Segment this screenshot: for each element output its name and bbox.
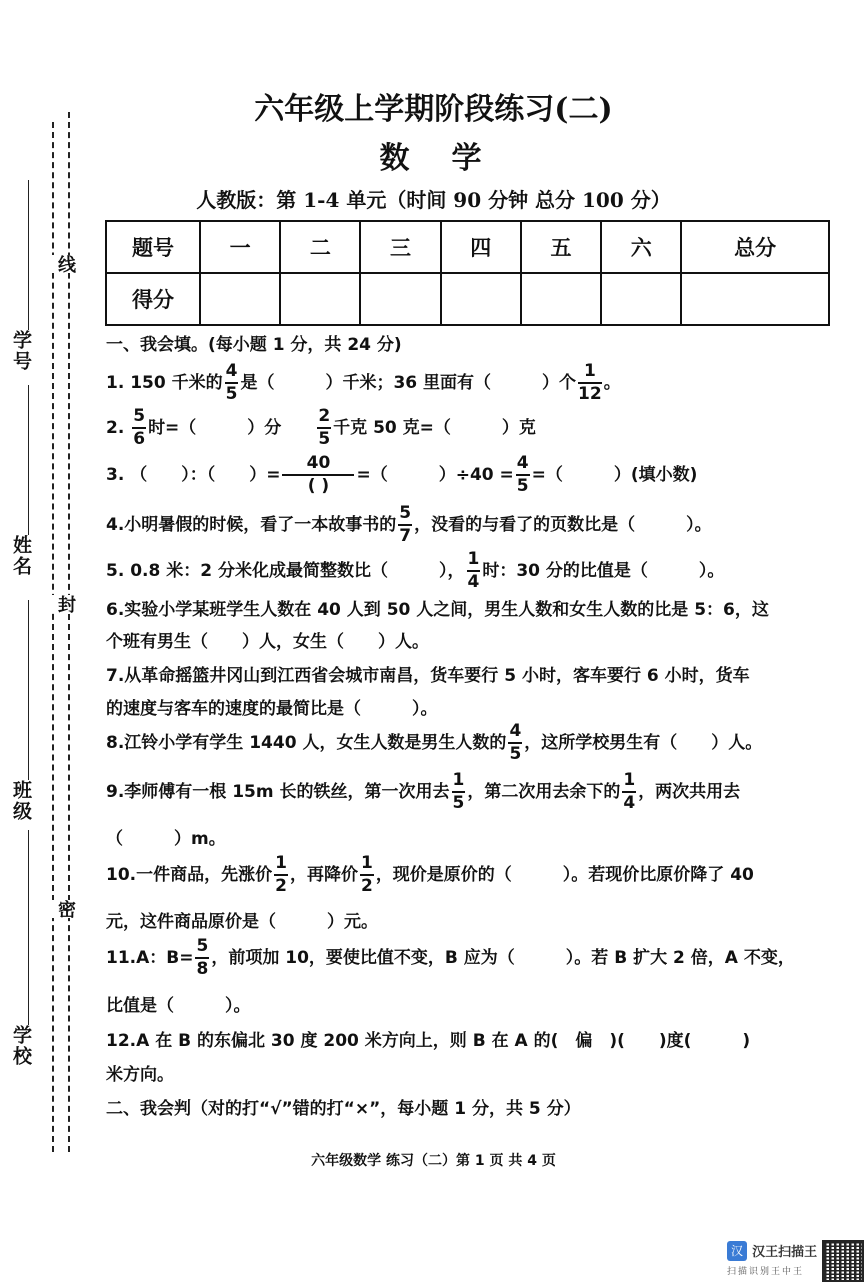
question-10-line-2: 元，这件商品原价是（ ）元。 (106, 912, 378, 932)
q1-fraction-a: $\frac{4}{5}$ (225, 361, 238, 404)
score-table-header-row (106, 221, 829, 273)
seal-mark-line: 线 (52, 255, 78, 273)
score-cell-3: 三 (360, 221, 440, 273)
question-12-line-2: 米方向。 (106, 1065, 174, 1085)
score-cell-2: 二 (280, 221, 360, 273)
question-9-line-2: （ ）m。 (106, 829, 226, 849)
question-9: 9.李师傅有一根 15m 长的铁丝，第一次用去 $\frac{1}{5}$ ，第二次用去余下的 $\frac{1}{4}$ ，两次共用去 (106, 770, 741, 813)
score-input-3[interactable] (360, 273, 440, 325)
scanner-brand: 汉王扫描王 (752, 1245, 818, 1260)
school-label: 学校 (10, 1025, 32, 1067)
q4-fraction: $\frac{5}{7}$ (399, 503, 412, 546)
score-input-6[interactable] (601, 273, 681, 325)
scanner-logo-icon: 汉 (727, 1241, 747, 1261)
section1-heading: 一、我会填。(每小题 1 分，共 24 分) (106, 335, 402, 355)
school-line (28, 830, 29, 1025)
question-7-line-2: 的速度与客车的速度的最简比是（ ）。 (106, 699, 438, 719)
qr-code-icon (822, 1240, 864, 1282)
question-1: 1. 150 千米的 $\frac{4}{5}$ 是（ ）千米；36 里面有（ ）个 $\frac{1}{12}$ 。 (106, 361, 621, 404)
score-table (105, 220, 830, 326)
q2-fraction-b: $\frac{2}{5}$ (318, 406, 331, 449)
edition-line: 人教版：第 1-4 单元（时间 90 分钟 总分 100 分） (196, 188, 671, 212)
class-label: 班级 (10, 780, 32, 822)
score-cell-1: 一 (200, 221, 280, 273)
q5-fraction: $\frac{1}{4}$ (467, 549, 480, 592)
question-11-line-2: 比值是（ ）。 (106, 996, 251, 1016)
binding-dash-line-inner (52, 122, 54, 1152)
exam-title: 六年级上学期阶段练习(二) (254, 92, 613, 127)
score-input-5[interactable] (521, 273, 601, 325)
question-3: 3. （ ）：（ ）= $\frac{40}{( )}$ =（ ）÷40 = $\frac{4}{5}$ =（ ）(填小数) (106, 453, 698, 496)
question-6-line-1: 6.实验小学某班学生人数在 40 人到 50 人之间，男生人数和女生人数的比是 5：6，这 (106, 600, 769, 620)
scanner-watermark (727, 1240, 818, 1277)
question-8: 8.江铃小学有学生 1440 人，女生人数是男生人数的 $\frac{4}{5}$ ，这所学校男生有（ ）人。 (106, 721, 763, 764)
score-cell-5: 五 (521, 221, 601, 273)
score-cell-total: 总分 (681, 221, 829, 273)
scanner-slogan: 扫描识别王中王 (727, 1267, 805, 1277)
question-4: 4.小明暑假的时候，看了一本故事书的 $\frac{5}{7}$ ，没看的与看了的页数比是（ ）。 (106, 503, 712, 546)
q8-fraction: $\frac{4}{5}$ (509, 721, 522, 764)
question-12-line-1: 12.A 在 B 的东偏北 30 度 200 米方向上，则 B 在 A 的( 偏 )( )度( ) (106, 1031, 751, 1051)
q2-fraction-a: $\frac{5}{6}$ (133, 406, 146, 449)
score-input-1[interactable] (200, 273, 280, 325)
question-10: 10.一件商品，先涨价 $\frac{1}{2}$ ，再降价 $\frac{1}{2}$ ，现价是原价的（ ）。若现价比原价降了 40 (106, 853, 754, 896)
student-id-label: 学号 (10, 330, 32, 372)
question-2: 2. $\frac{5}{6}$ 时=（ ）分 $\frac{2}{5}$ 千克 50 克=（ ）克 (106, 406, 536, 449)
question-11: 11.A：B= $\frac{5}{8}$ ，前项加 10，要使比值不变，B 应为（ ）。若 B 扩大 2 倍，A 不变， (106, 936, 795, 979)
q3-fraction-b: $\frac{4}{5}$ (516, 453, 529, 496)
section2-heading: 二、我会判（对的打“√”错的打“×”，每小题 1 分，共 5 分） (106, 1099, 581, 1119)
student-name-label: 姓名 (10, 535, 32, 577)
question-5: 5. 0.8 米：2 分米化成最简整数比（ ）， $\frac{1}{4}$ 时：30 分的比值是（ ）。 (106, 549, 725, 592)
score-cell-label: 题号 (106, 221, 200, 273)
score-table-score-row (106, 273, 829, 325)
q11-fraction: $\frac{5}{8}$ (196, 936, 209, 979)
seal-mark-secret: 密 (52, 900, 78, 918)
q1-text-a: 1. 150 千米的 (106, 373, 223, 393)
score-input-4[interactable] (441, 273, 521, 325)
page-footer: 六年级数学 练习（二）第 1 页 共 4 页 (311, 1153, 556, 1169)
q9-fraction-a: $\frac{1}{5}$ (452, 770, 465, 813)
score-input-total[interactable] (681, 273, 829, 325)
q1-fraction-b: $\frac{1}{12}$ (578, 361, 602, 404)
class-line (28, 600, 29, 780)
student-name-line (28, 385, 29, 535)
score-cell-4: 四 (441, 221, 521, 273)
score-input-2[interactable] (280, 273, 360, 325)
q1-text-b: 是（ ）千米；36 里面有（ ）个 (240, 373, 577, 393)
q10-fraction-a: $\frac{1}{2}$ (275, 853, 287, 896)
q9-fraction-b: $\frac{1}{4}$ (623, 770, 636, 813)
score-cell-6: 六 (601, 221, 681, 273)
q3-fraction-a: $\frac{40}{( )}$ (282, 455, 354, 495)
seal-mark-seal: 封 (52, 595, 78, 613)
question-7-line-1: 7.从革命摇篮井冈山到江西省会城市南昌，货车要行 5 小时，客车要行 6 小时，货车 (106, 666, 750, 686)
subject-title: 数 学 (379, 141, 488, 176)
score-row-label: 得分 (106, 273, 200, 325)
question-6-line-2: 个班有男生（ ）人，女生（ ）人。 (106, 632, 429, 652)
q10-fraction-b: $\frac{1}{2}$ (360, 853, 373, 896)
